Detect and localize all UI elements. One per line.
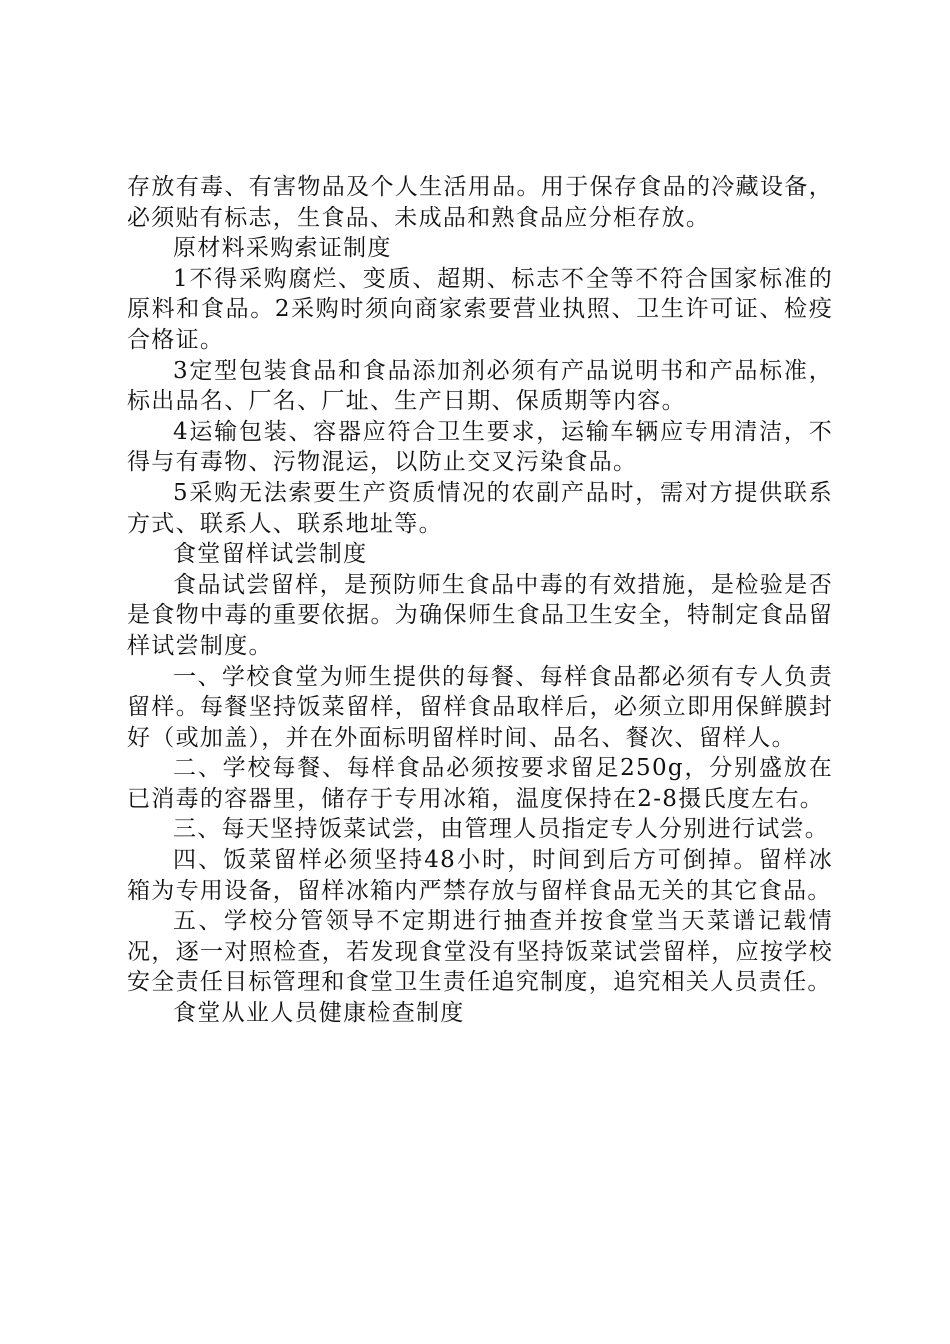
paragraph-procurement-4: 4运输包装、容器应符合卫生要求，运输车辆应专用清洁，不得与有毒物、污物混运，以防止交叉污染食品。: [127, 418, 833, 476]
section-heading-procurement: 原材料采购索证制度: [173, 235, 392, 262]
section-heading-health-check: 食堂从业人员健康检查制度: [173, 1000, 465, 1027]
paragraph-continuation: 存放有毒、有害物品及个人生活用品。用于保存食品的冷藏设备，必须贴有标志，生食品、未成品和熟食品应分柜存放。: [127, 174, 833, 231]
document-body: [127, 172, 833, 1029]
paragraph-procurement-5: 5采购无法索要生产资质情况的农副产品时，需对方提供联系方式、联系人、联系地址等。: [127, 479, 833, 537]
paragraph-sample-intro: 食品试尝留样，是预防师生食品中毒的有效措施，是检验是否是食物中毒的重要依据。为确保师生食品卫生安全，特制定食品留样试尝制度。: [127, 571, 833, 659]
paragraph-sample-item-4: 四、饭菜留样必须坚持48小时，时间到后方可倒掉。留样冰箱为专用设备，留样冰箱内严禁存放与留样食品无关的其它食品。: [127, 847, 833, 904]
section-heading-sample-retention: 食堂留样试尝制度: [173, 541, 368, 568]
paragraph-sample-item-3: 三、每天坚持饭菜试尝，由管理人员指定专人分别进行试尝。: [173, 816, 830, 843]
paragraph-procurement-3: 3定型包装食品和食品添加剂必须有产品说明书和产品标准，标出品名、厂名、厂址、生产日期、保质期等内容。: [127, 357, 833, 415]
paragraph-procurement-1-2: 1不得采购腐烂、变质、超期、标志不全等不符合国家标准的原料和食品。2采购时须向商家索要营业执照、卫生许可证、检疫合格证。: [127, 265, 833, 353]
paragraph-sample-item-1: 一、学校食堂为师生提供的每餐、每样食品都必须有专人负责留样。每餐坚持饭菜留样，留样食品取样后，必须立即用保鲜膜封好（或加盖），并在外面标明留样时间、品名、餐次、留样人。: [127, 663, 833, 751]
paragraph-sample-item-5: 五、学校分管领导不定期进行抽查并按食堂当天菜谱记载情况，逐一对照检查，若发现食堂没有坚持饭菜试尝留样，应按学校安全责任目标管理和食堂卫生责任追究制度，追究相关人员责任。: [127, 908, 833, 996]
paragraph-sample-item-2: 二、学校每餐、每样食品必须按要求留足250g，分别盛放在已消毒的容器里，储存于专用冰箱，温度保持在2-8摄氏度左右。: [127, 755, 833, 812]
